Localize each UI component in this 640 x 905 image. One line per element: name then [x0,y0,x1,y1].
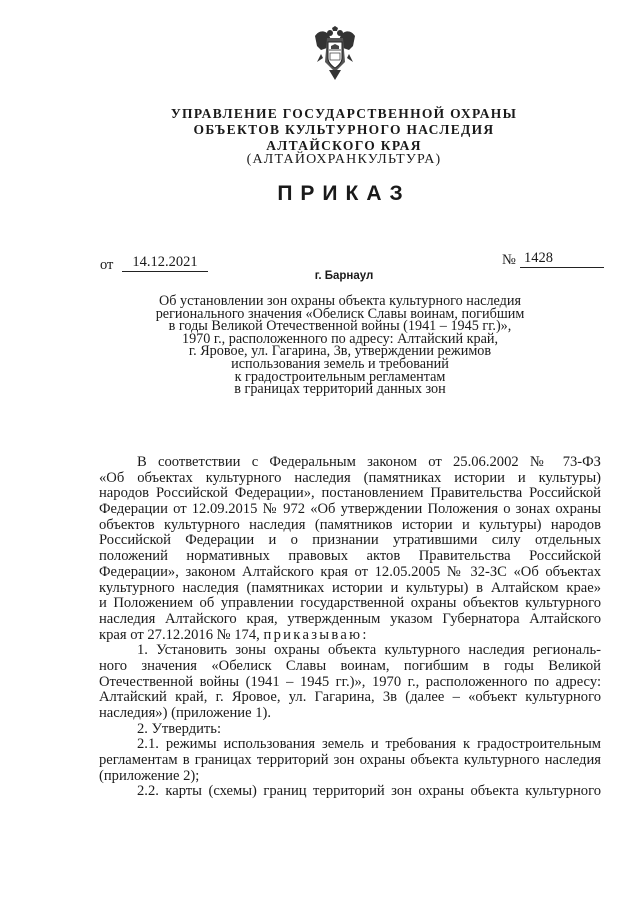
body-line: культурного наследия (памятниках истории и культуры) в Алтайском крае» [99,579,601,596]
body-line: ного значения «Обелиск Славы воинам, погибшим в годы Великой [99,657,601,674]
body-line: «Об объектах культурного наследия (памятниках истории и культуры) [99,469,601,486]
subject-line: г. Яровое, ул. Гагарина, 3в, утверждении режимов [188,343,492,360]
org-name-line-2: ОБЪЕКТОВ КУЛЬТУРНОГО НАСЛЕДИЯ [193,122,495,137]
order-body [99,455,601,800]
subject-line: к градостроительным регламентам [234,368,446,385]
body-line: 2.1. режимы использования земель и требования к градостроительным [137,736,601,753]
body-line: и Положением об управлении государственной охраны объектов культурного [99,595,601,612]
body-line-order [99,628,601,644]
body-line: Федерации от 12.09.2015 № 972 «Об утверждении Положения о зонах охраны [99,501,601,518]
body-line: 2. Утвердить: [137,720,222,737]
body-line: положений нормативных правовых актов Правительства Российской [99,548,601,565]
body-line: 1. Установить зоны охраны объекта культурного наследия региональ- [137,642,601,659]
body-line: Алтайский край, г. Яровое, ул. Гагарина, 3в (далее – «объект культурного [99,689,601,706]
order-subject [130,295,550,396]
subject-line: в границах территорий данных зон [234,381,446,398]
number-field: 1428 [520,250,604,268]
subject-line: Об установлении зон охраны объекта культурного наследия [158,293,521,309]
date-label: от [100,257,114,273]
body-line: Федерации», законом Алтайского края от 12.05.2005 № 32-ЗС «Об объектах [99,563,601,580]
org-name-line-3: АЛТАЙСКОГО КРАЯ [266,138,422,153]
coat-of-arms-icon [311,26,359,82]
body-line: регламентам в границах территорий зон охраны объекта культурного наследия [99,752,601,769]
body-line: В соответствии с Федеральным законом от 25.06.2002 № 73-ФЗ [137,454,601,470]
body-line: Российской Федерации и о признании утратившими силу отдельных [99,532,601,549]
body-line: (приложение 2); [99,767,200,784]
number-label: № [502,252,516,268]
org-name-line-1: УПРАВЛЕНИЕ ГОСУДАРСТВЕННОЙ ОХРАНЫ [170,106,518,121]
body-line: объектов культурного наследия (памятников истории и культуры) народов [99,516,601,533]
body-line: Отечественной войны (1941 – 1945 гг.)», 1970 г., расположенного по адресу: [99,673,601,690]
body-line: края от 27.12.2016 № 174, [99,626,260,643]
subject-line: регионального значения «Обелиск Славы воинам, погибшим [155,305,525,322]
subject-line: в годы Великой Отечественной войны (1941 – 1945 гг.)», [168,318,512,335]
org-short-name: (АЛТАЙОХРАНКУЛЬТУРА) [246,152,442,167]
city-label: г. Барнаул [314,270,374,282]
document-type-title: ПРИКАЗ [277,182,411,205]
subject-line: использования земель и требований [231,355,449,372]
subject-line: 1970 г., расположенного по адресу: Алтайский край, [181,330,499,347]
body-line: народов Российской Федерации», постановлением Правительства Российской [99,485,601,502]
body-line: наследия») (приложение 1). [99,705,271,721]
body-line: наследия Алтайского края, утвержденным указом Губернатора Алтайского [99,610,601,627]
date-field: 14.12.2021 [122,254,208,272]
body-line: 2.2. карты (схемы) границ территорий зон охраны объекта культурного [137,783,601,800]
order-word: приказываю: [263,626,369,643]
